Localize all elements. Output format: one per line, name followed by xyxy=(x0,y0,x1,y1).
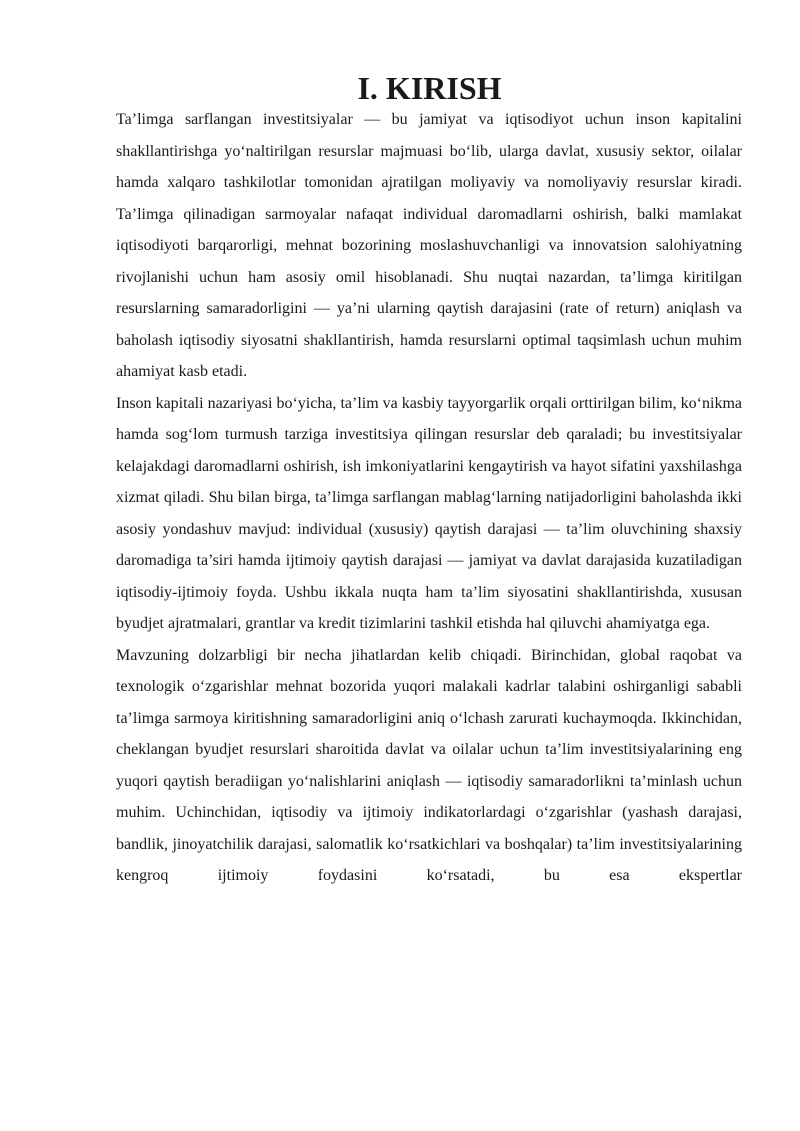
document-page xyxy=(116,70,742,892)
paragraph-human-capital: Inson kapitali nazariyasi bo‘yicha, ta’lim va kasbiy tayyorgarlik orqali orttirilgan bilim, ko‘nikma hamda sog‘lom turmush tarziga investitsiya qilingan resurslar deb qaraladi; bu investitsiyalar kelajakdagi daromadlarni oshirish, ish imkoniyatlarini kengaytirish va hayot sifatini yaxshilashga xizmat qiladi. Shu bilan birga, ta’limga sarflangan mablag‘larning natijadorligini baholashda ikki asosiy yondashuv mavjud: individual (xususiy) qaytish darajasi — ta’lim oluvchining shaxsiy daromadiga ta’siri hamda ijtimoiy qaytish darajasi — jamiyat va davlat darajasida kuzatiladigan iqtisodiy-ijtimoiy foyda. Ushbu ikkala nuqta ham ta’lim siyosatini shakllantirishda, xususan byudjet ajratmalari, grantlar va kredit tizimlarini tashkil etishda hal qiluvchi ahamiyatga ega. xyxy=(116,394,742,632)
section-heading: I. KIRISH xyxy=(357,70,502,106)
paragraph-relevance: Mavzuning dolzarbligi bir necha jihatlardan kelib chiqadi. Birinchidan, global raqobat va texnologik o‘zgarishlar mehnat bozorida yuqori malakali kadrlar talabini oshirganligi sababli ta’limga sarmoya kiritishning samaradorligini aniq o‘lchash zarurati kuchaymoqda. Ikkinchidan, cheklangan byudjet resurslari sharoitida davlat va oilalar uchun ta’lim investitsiyalarining eng yuqori qaytish beradiigan yo‘nalishlarini aniqlash — iqtisodiy samaradorlikni ta’minlash uchun muhim. Uchinchidan, iqtisodiy va ijtimoiy indikatorlardagi o‘zgarishlar (yashash darajasi, bandlik, jinoyatchilik darajasi, salomatlik ko‘rsatkichlari va boshqalar) ta’lim investitsiyalarining kengroq ijtimoiy foydasini ko‘rsatadi, bu esa ekspertlar xyxy=(116,646,742,884)
paragraph-intro: Ta’limga sarflangan investitsiyalar — bu jamiyat va iqtisodiyot uchun inson kapitalini shakllantirishga yo‘naltirilgan resurslar majmuasi bo‘lib, ularga davlat, xususiy sektor, oilalar hamda xalqaro tashkilotlar tomonidan ajratilgan moliyaviy va nomoliyaviy resurslar kiradi. Ta’limga qilinadigan sarmoyalar nafaqat individual daromadlarni oshirish, balki mamlakat iqtisodiyoti barqarorligi, mehnat bozorining moslashuvchanligi va innovatsion salohiyatning rivojlanishi uchun ham asosiy omil hisoblanadi. Shu nuqtai nazardan, ta’limga kiritilgan resurslarning samaradorligini — ya’ni ularning qaytish darajasini (rate of return) aniqlash va baholash iqtisodiy siyosatni shakllantirish, hamda resurslarni optimal taqsimlash uchun muhim ahamiyat kasb etadi. xyxy=(116,111,742,380)
